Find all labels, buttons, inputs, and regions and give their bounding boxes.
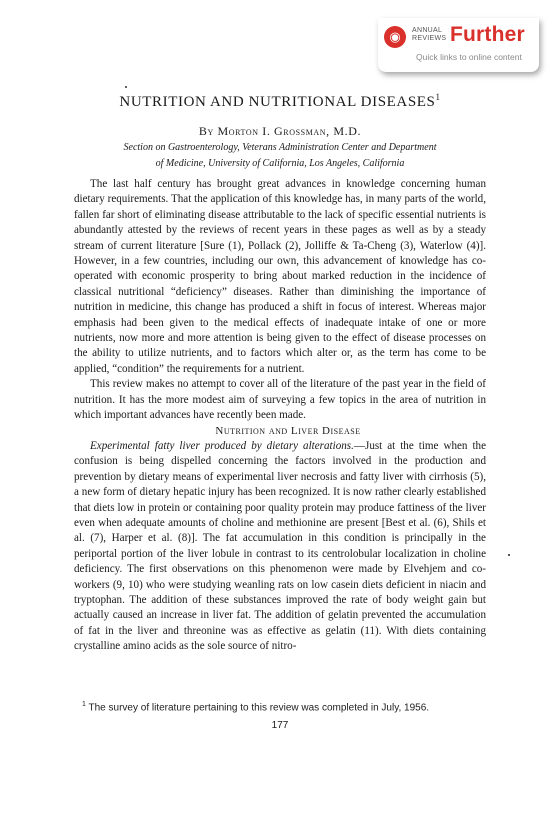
article-title bbox=[0, 92, 560, 111]
author-line: By Morton I. Grossman, M.D. bbox=[198, 124, 362, 138]
publisher-name bbox=[412, 27, 446, 43]
footnote-text: The survey of literature pertaining to this review was completed in July, 1956. bbox=[88, 702, 430, 714]
article-body bbox=[74, 177, 486, 655]
article-title-text: NUTRITION AND NUTRITIONAL DISEASES bbox=[119, 94, 436, 110]
page-speck bbox=[125, 86, 127, 88]
badge-subtitle: Quick links to online content bbox=[416, 52, 522, 62]
paragraph-scope: This review makes no attempt to cover all of the literature of the past year in the field of nutrition. It has the more modest aim of surveying a few topics in the area of nutrition in which important advances have recently been made. bbox=[74, 378, 486, 422]
section-heading: Nutrition and Liver Disease bbox=[215, 424, 361, 437]
paragraph-fatty-liver bbox=[74, 439, 486, 655]
further-links-badge[interactable] bbox=[378, 18, 539, 72]
publisher-line-1: ANNUAL bbox=[412, 27, 443, 34]
footnote-mark: 1 bbox=[82, 701, 86, 708]
footnote bbox=[74, 698, 486, 715]
paragraph-fatty-liver-text: —Just at the time when the confusion is being dispelled concerning the factors involved in the production and prevention by dietary means of experimental liver necrosis and fatty liver with cirrhosis (5), a new form of dietary hepatic injury has been recognized. It is now rather clearly established that diets low in protein or containing poor quality protein may produce fattiness of the liver even when adequate amounts of choline and methionine are present [Best et al. (6), Shils et al. (7), Harper et al. (8)]. The fat accumulation in this condition is principally in the periportal portion of the liver lobule in contrast to its centrolobular localization in choline deficiency. The first observations on this phenomenon were made by Elvehjem and co-workers (9, 10) who were studying weanling rats on low casein diets deficient in niacin and tryptophan. The addition of these substances improved the rate of body weight gain but actually caused an increase in liver fat. The addition of gelatin prevented the accumulation of fat in the liver and threonine was as effective as gelatin (11). With diets containing crystalline amino acids as the sole source of nitro- bbox=[74, 439, 486, 653]
affiliation-line-2: of Medicine, University of California, Los Angeles, California bbox=[155, 158, 405, 169]
badge-title[interactable]: Further bbox=[450, 23, 525, 46]
subsection-title: Experimental fatty liver produced by dietary alterations. bbox=[90, 439, 354, 452]
title-footnote-mark[interactable]: 1 bbox=[435, 92, 441, 102]
page-number: 177 bbox=[271, 720, 289, 731]
publisher-line-2: REVIEWS bbox=[412, 35, 447, 42]
annual-reviews-logo-icon: ◉ bbox=[384, 26, 406, 48]
margin-mark bbox=[508, 554, 510, 556]
paragraph-intro: The last half century has brought great advances in knowledge concerning human dietary requirements. That the application of this knowledge has, in many parts of the world, fallen far short of eliminating disease attributable to the lack of specific essential nutrients is abundantly attested by the reviews of recent years in these pages as well as by a steady stream of current literature [Sure (1), Pollack (2), Jolliffe & Ta-Cheng (3), Waterlow (4)]. However, in a few countries, including our own, this advancement of knowledge has co-operated with economic prosperity to bring about marked reduction in the incidence of classical nutritional “deficiency” diseases. Rather than diminishing the importance of nutrition in medicine, this change has produced a shift in focus of interest. Whereas major emphasis had been given to the medical effects of inadequate intake of one or more nutrients, now more and more attention is being given to the effect of disease processes on the ability to utilize nutrients, and to factors which alter or, as the term has come to be applied, “condition” the requirements for a nutrient. bbox=[74, 178, 486, 375]
affiliation bbox=[0, 140, 560, 172]
affiliation-line-1: Section on Gastroenterology, Veterans Administration Center and Department bbox=[123, 142, 437, 153]
